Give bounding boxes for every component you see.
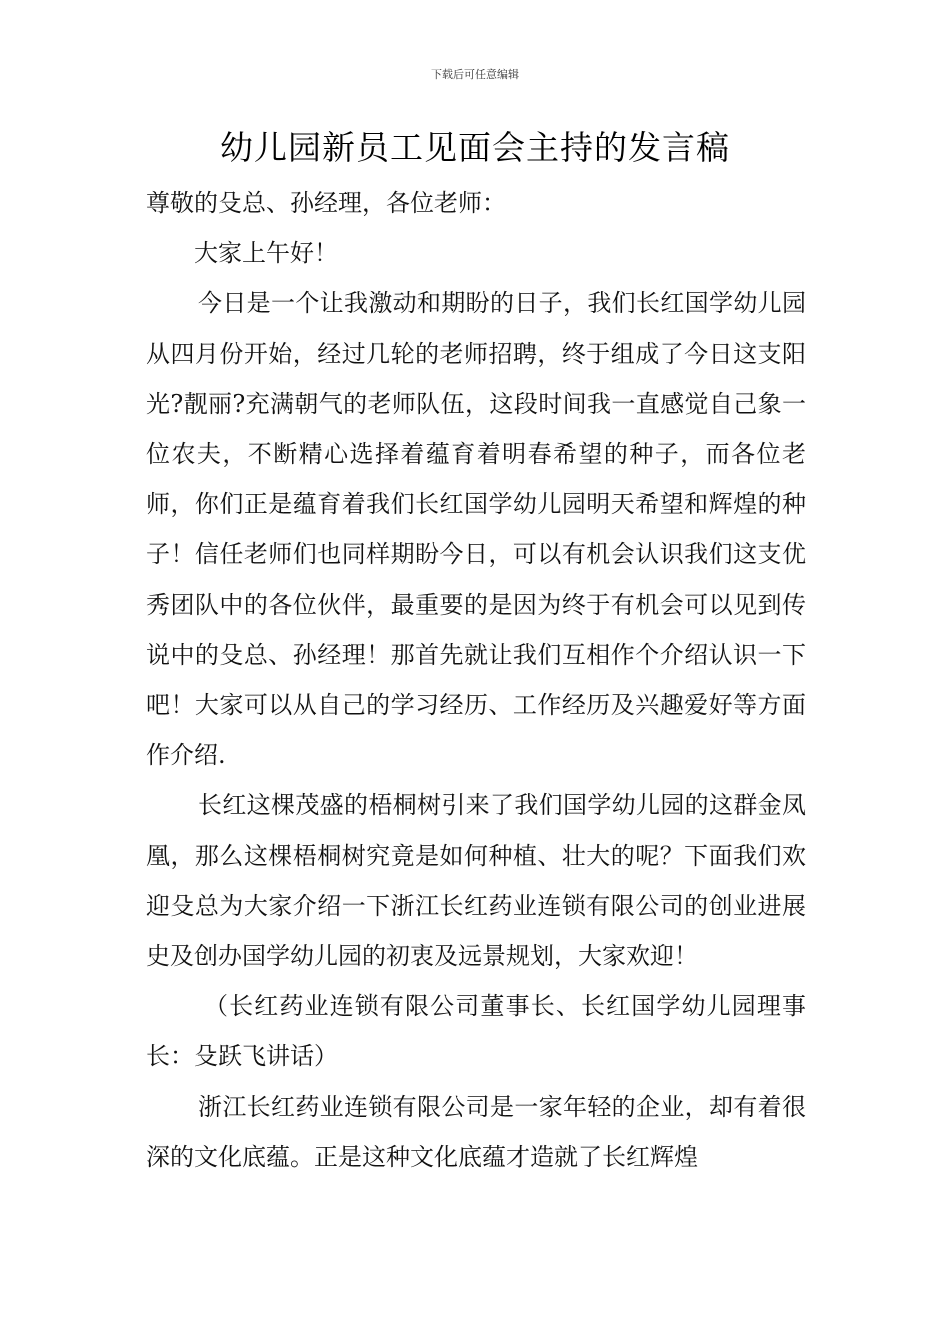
salutation-paragraph: 尊敬的殳总、孙经理，各位老师： [146,189,506,217]
body-paragraph: 长红这棵茂盛的梧桐树引来了我们国学幼儿园的这群金凤凰，那么这棵梧桐树究竟是如何种植、壮大的呢？下面我们欢迎殳总为大家介绍一下浙江长红药业连锁有限公司的创业进展史及创办国学幼儿园的初衷及远景规划，大家欢迎！ [146,791,806,971]
speaker-note-paragraph: （长红药业连锁有限公司董事长、长红国学幼儿园理事长：殳跃飞讲话） [146,992,806,1071]
header-note: 下载后可任意编辑 [431,68,519,81]
body-paragraph: 今日是一个让我激动和期盼的日子，我们长红国学幼儿园从四月份开始，经过几轮的老师招聘，终于组成了今日这支阳光?靓丽?充满朝气的老师队伍，这段时间我一直感觉自己象一位农夫，不断精心选择着蕴育着明春希望的种子，而各位老师，你们正是蕴育着我们长红国学幼儿园明天希望和辉煌的种子！信任老师们也同样期盼今日，可以有机会认识我们这支优秀团队中的各位伙伴，最重要的是因为终于有机会可以见到传说中的殳总、孙经理！那首先就让我们互相作个介绍认识一下吧！大家可以从自己的学习经历、工作经历及兴趣爱好等方面作介绍. [146,289,806,770]
document-body [146,178,806,1182]
greeting-paragraph: 大家上午好！ [194,239,338,268]
body-paragraph: 浙江长红药业连锁有限公司是一家年轻的企业，却有着很深的文化底蕴。正是这种文化底蕴才造就了长红辉煌 [146,1092,806,1171]
document-title: 幼儿园新员工见面会主持的发言稿 [220,128,730,167]
